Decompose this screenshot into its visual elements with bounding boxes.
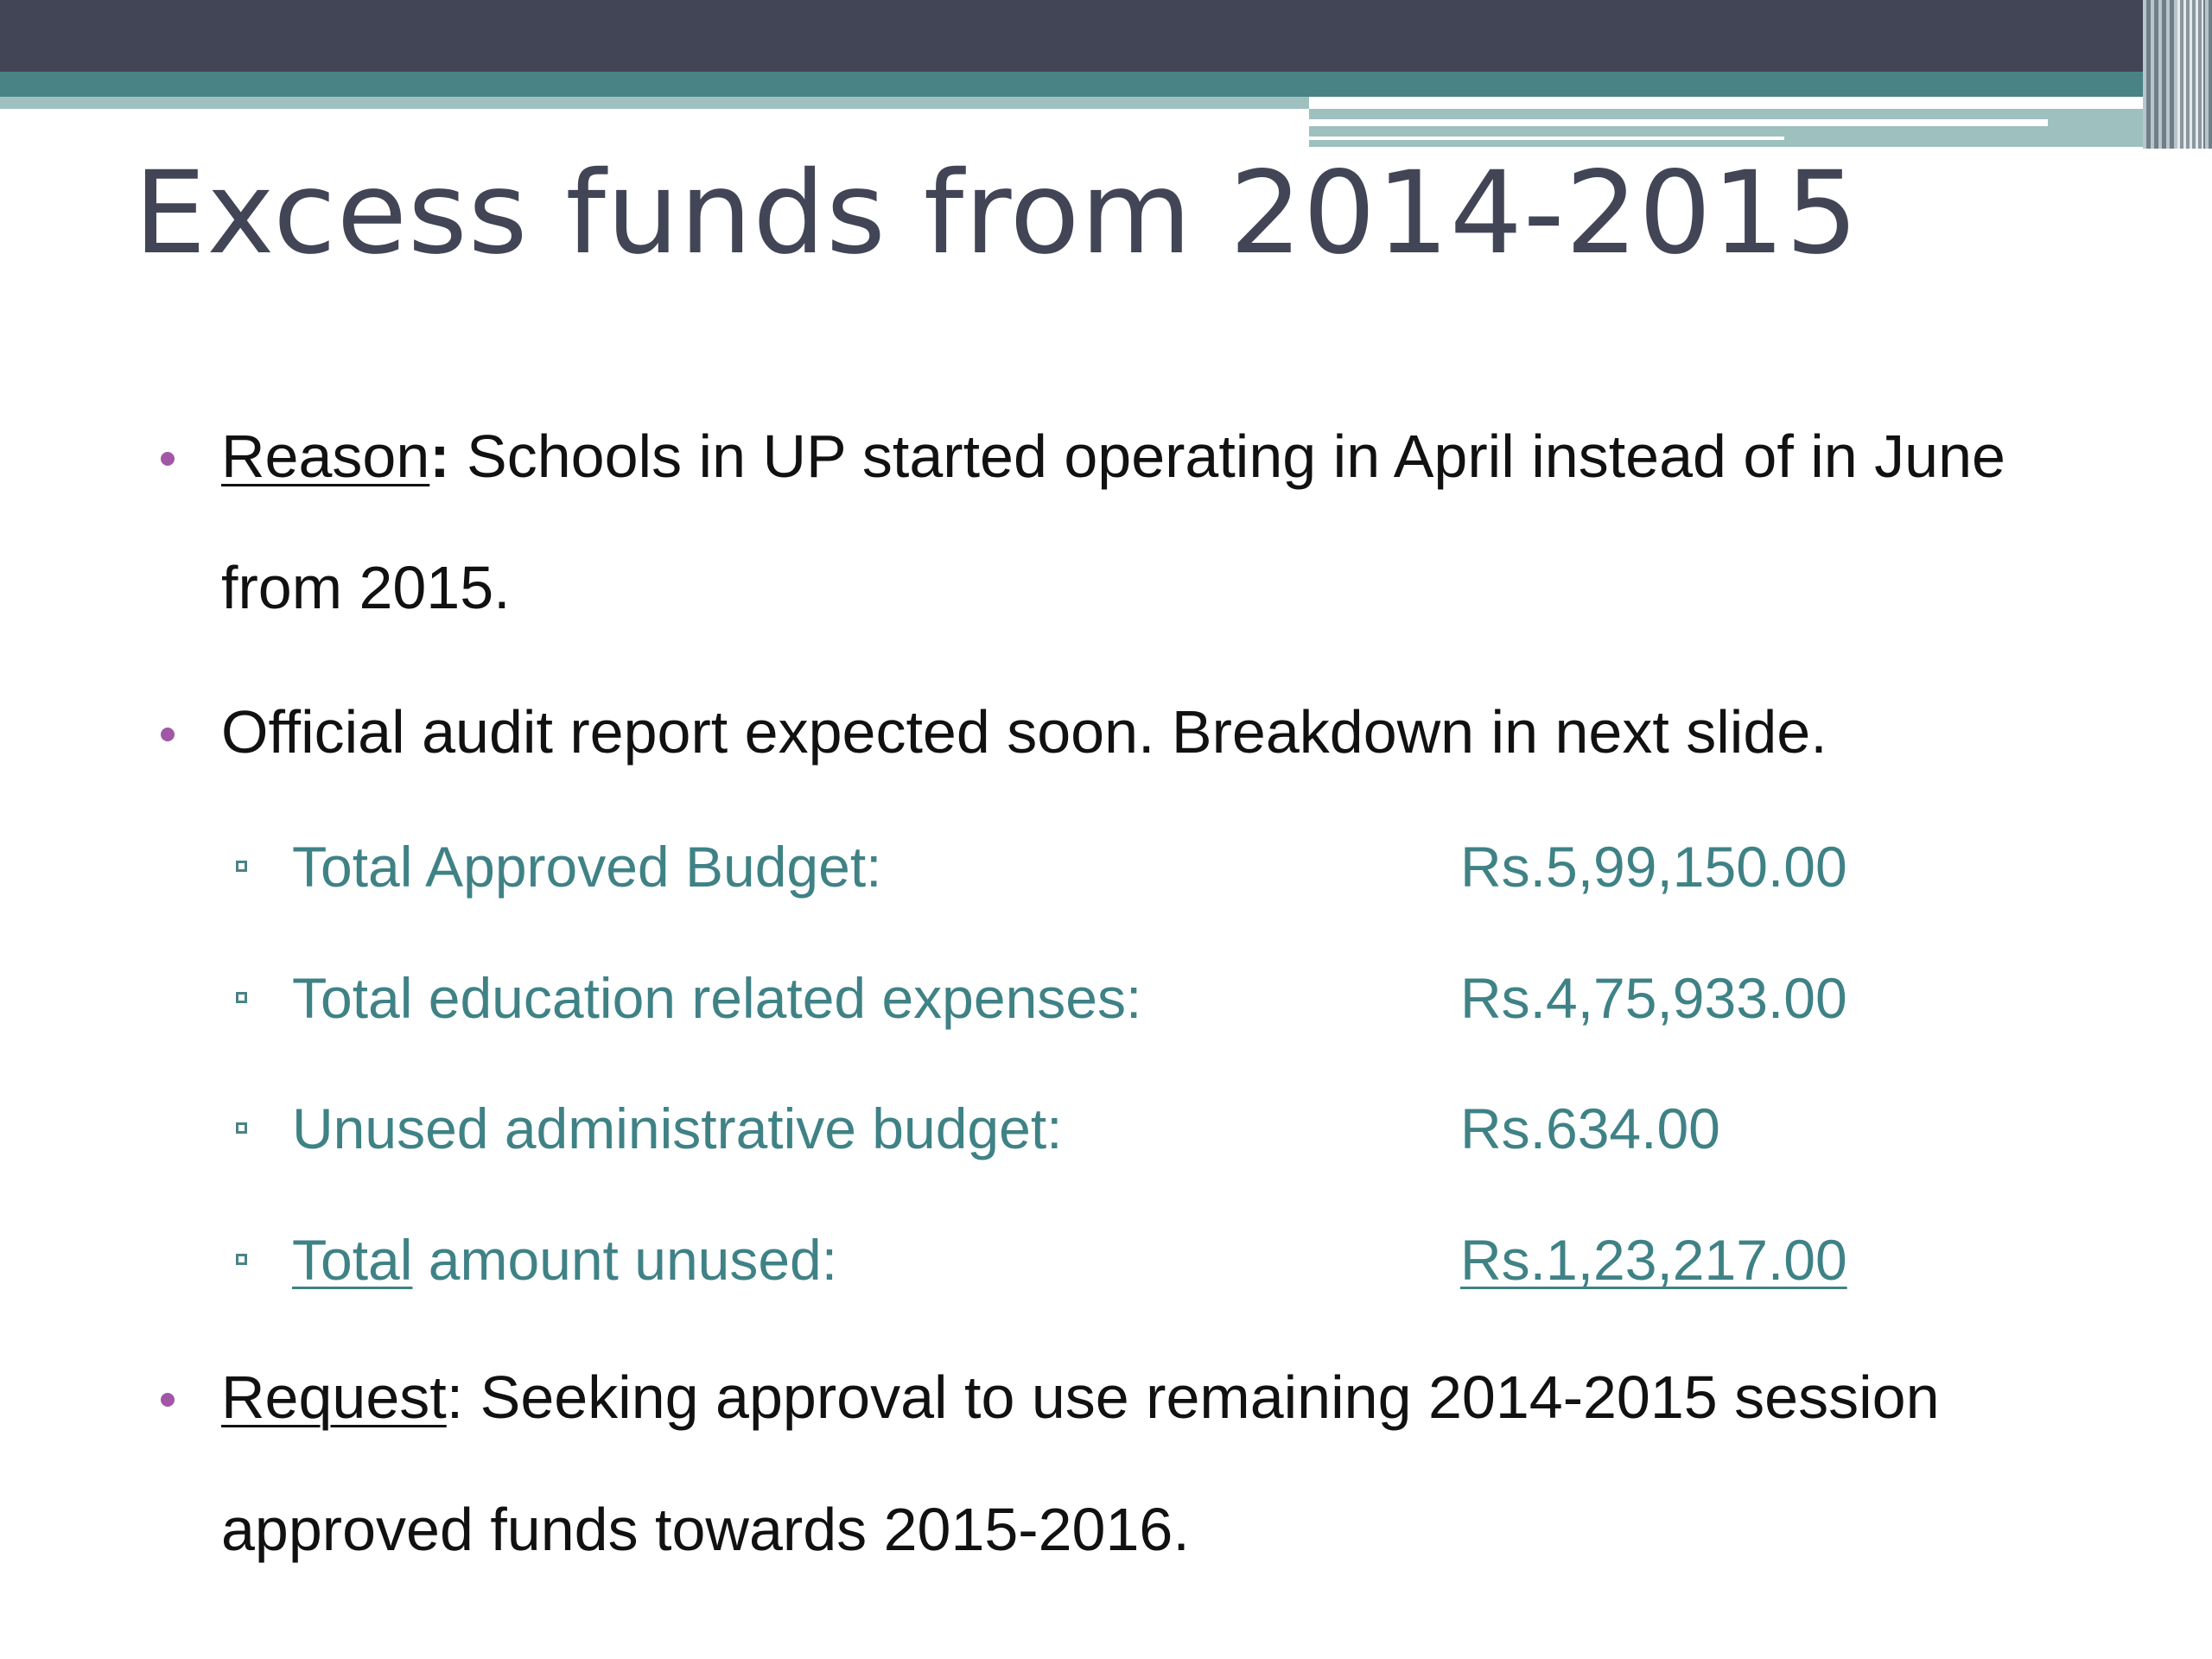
square-bullet-icon <box>236 1254 247 1265</box>
breakdown-label-approved: Total Approved Budget: <box>292 835 882 899</box>
reason-colon: : <box>429 423 450 490</box>
reason-text-1: Schools in UP started operating in April instead of in June <box>449 423 2005 490</box>
header-divider-line-short <box>1309 137 1784 140</box>
total-rest: amount unused: <box>412 1228 838 1292</box>
reason-line-2: from 2015. <box>221 554 511 621</box>
square-bullet-icon <box>236 992 247 1003</box>
audit-line: Official audit report expected soon. Breakdown in next slide. <box>221 698 1827 766</box>
request-label: Request <box>221 1363 447 1431</box>
header-band-teal <box>0 72 2212 97</box>
bullet-dot-icon <box>161 452 175 466</box>
bullet-dot-icon <box>161 728 175 741</box>
header-band-light-right <box>1309 109 2212 147</box>
breakdown-label-admin: Unused administrative budget: <box>292 1096 1063 1160</box>
breakdown-label-education: Total education related expenses: <box>292 966 1142 1030</box>
total-underlined: Total <box>292 1228 413 1292</box>
header-band-light <box>0 97 1309 109</box>
header-band-dark <box>0 0 2212 72</box>
breakdown-value-approved: Rs.5,99,150.00 <box>1460 835 1847 899</box>
breakdown-value-total-unused: Rs.1,23,217.00 <box>1460 1228 1847 1292</box>
square-bullet-icon <box>236 861 247 872</box>
breakdown-value-education: Rs.4,75,933.00 <box>1460 966 1847 1030</box>
request-text-1: : Seeking approval to use remaining 2014-2015 session <box>446 1363 1940 1431</box>
reason-line-1 <box>221 422 2005 491</box>
breakdown-label-total-unused <box>292 1227 837 1293</box>
breakdown-value-admin: Rs.634.00 <box>1460 1096 1720 1160</box>
bullet-dot-icon <box>161 1393 175 1407</box>
header-divider-line <box>1309 119 2048 126</box>
request-line-2: approved funds towards 2015-2016. <box>221 1496 1190 1563</box>
reason-label: Reason <box>221 423 430 490</box>
slide-title: Excess funds from 2014-2015 <box>134 147 1859 280</box>
square-bullet-icon <box>236 1122 247 1134</box>
corner-stripes-inner-decoration <box>2177 0 2203 149</box>
request-line-1 <box>221 1363 1940 1432</box>
